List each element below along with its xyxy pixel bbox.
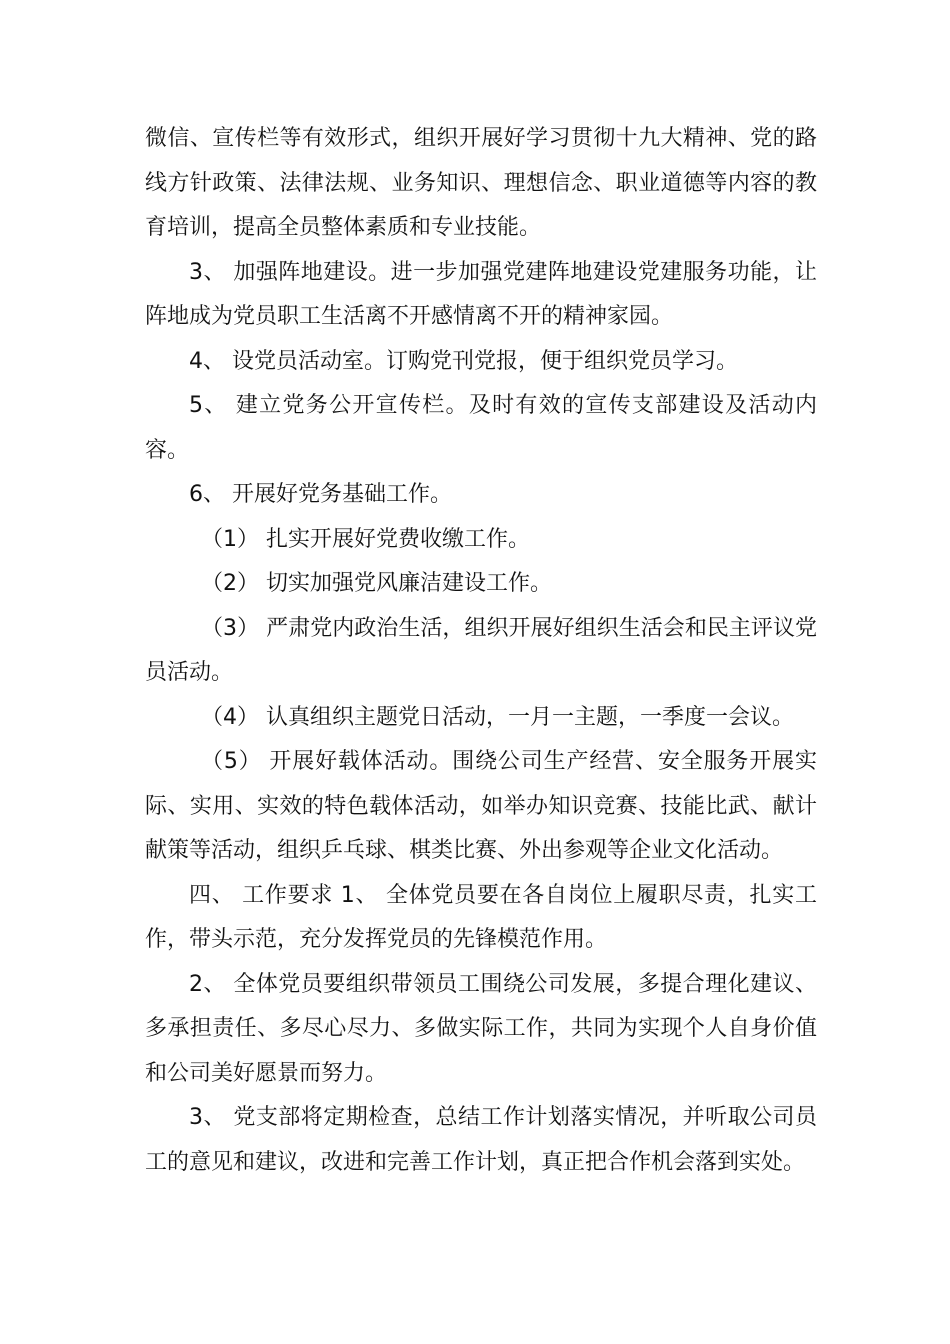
- paragraph-subitem-3: （3） 严肃党内政治生活，组织开展好组织生活会和民主评议党员活动。: [145, 615, 817, 685]
- paragraph-requirements-3: 3、 党支部将定期检查，总结工作计划落实情况，并听取公司员工的意见和建议，改进和完善工作计划，真正把合作机会落到实处。: [145, 1105, 817, 1175]
- paragraph-item-4: 4、 设党员活动室。订购党刊党报，便于组织党员学习。: [189, 348, 738, 374]
- paragraph-subitem-5: （5） 开展好载体活动。围绕公司生产经营、安全服务开展实际、实用、实效的特色载体活动，如举办知识竞赛、技能比武、献计献策等活动，组织乒乓球、棋类比赛、外出参观等企业文化活动。: [145, 749, 817, 863]
- paragraph-requirements-2: 2、 全体党员要组织带领员工围绕公司发展，多提合理化建议、多承担责任、多尽心尽力、多做实际工作，共同为实现个人自身价值和公司美好愿景而努力。: [145, 971, 817, 1086]
- paragraph-training: 微信、宣传栏等有效形式，组织开展好学习贯彻十九大精神、党的路线方针政策、法律法规、业务知识、理想信念、职业道德等内容的教育培训，提高全员整体素质和专业技能。: [145, 126, 817, 240]
- paragraph-subitem-4: （4） 认真组织主题党日活动，一月一主题，一季度一会议。: [201, 704, 794, 730]
- paragraph-item-6: 6、 开展好党务基础工作。: [189, 482, 452, 507]
- paragraph-item-3: 3、 加强阵地建设。进一步加强党建阵地建设党建服务功能，让阵地成为党员职工生活离不开感情离不开的精神家园。: [145, 259, 817, 329]
- document-body: [145, 117, 817, 1185]
- paragraph-item-5: 5、 建立党务公开宣传栏。及时有效的宣传支部建设及活动内容。: [145, 393, 817, 463]
- paragraph-subitem-2: （2） 切实加强党风廉洁建设工作。: [201, 571, 552, 596]
- paragraph-requirements-1: 四、 工作要求 1、 全体党员要在各自岗位上履职尽责，扎实工作，带头示范，充分发挥党员的先锋模范作用。: [145, 882, 817, 952]
- paragraph-subitem-1: （1） 扎实开展好党费收缴工作。: [201, 526, 530, 552]
